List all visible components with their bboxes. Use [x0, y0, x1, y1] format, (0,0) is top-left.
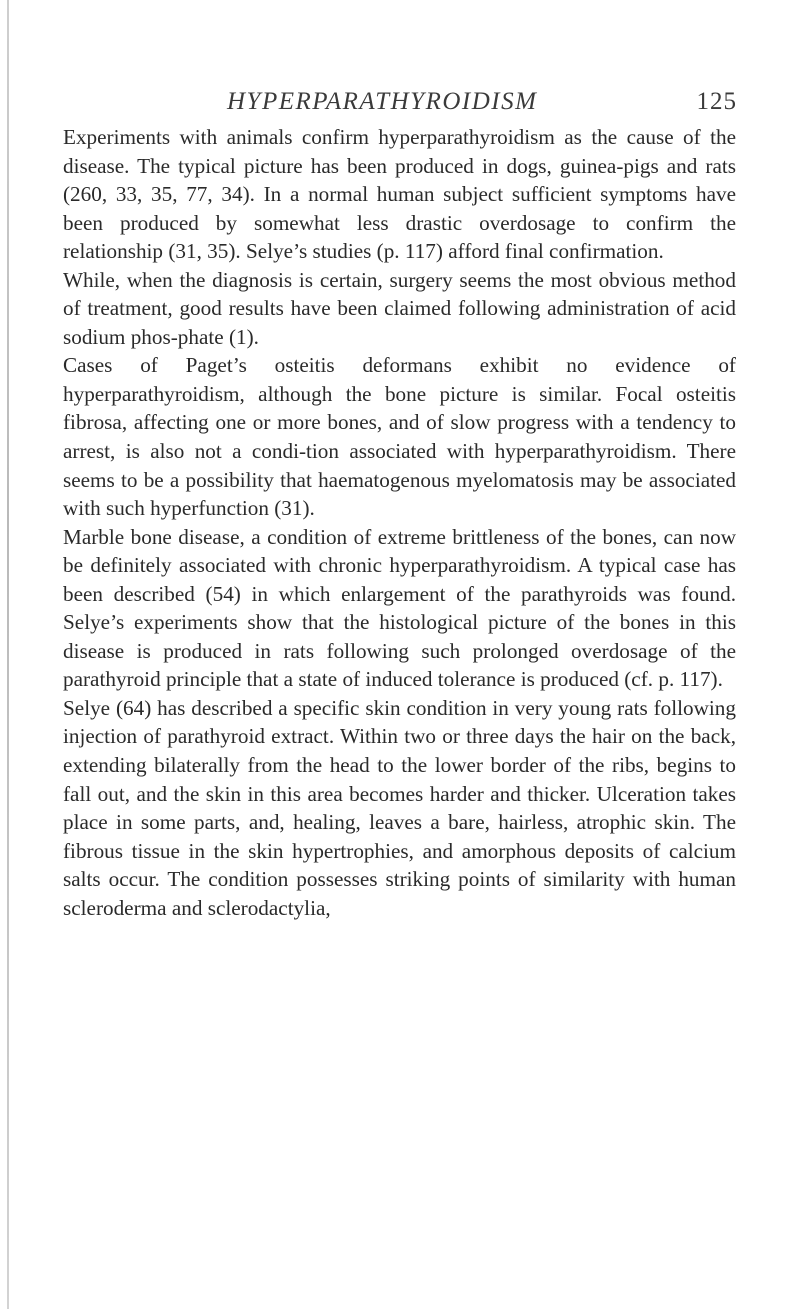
paragraph-paget: Cases of Paget’s osteitis deformans exhibit no evidence of hyperparathyroidism, although the bone picture is similar. Focal osteitis fibrosa, affecting one or more bones, and of slow progress with a tendency to arrest, is also not a condi-tion associated with hyperparathyroidism. There seems to be a possibility that haematogenous myelomatosis may be associated with such hyperfunction (31). [63, 353, 736, 521]
page-header [182, 88, 737, 122]
body-text [63, 123, 736, 922]
paragraph-experiments: Experiments with animals confirm hyperparathyroidism as the cause of the disease. The typical picture has been produced in dogs, guinea-pigs and rats (260, 33, 35, 77, 34). In a normal human subject sufficient symptoms have been produced by somewhat less drastic overdosage to confirm the relationship (31, 35). Selye’s studies (p. 117) afford final confirmation. [63, 125, 736, 264]
page-spine-shadow [7, 0, 9, 1309]
paragraph-marble-bone: Marble bone disease, a condition of extreme brittleness of the bones, can now be definitely associated with chronic hyperparathyroidism. A typical case has been described (54) in which enlargement of the parathyroids was found. Selye’s experiments show that the histological picture of the bones in this disease is produced in rats following such prolonged overdosage of the parathyroid principle that a state of induced tolerance is produced (cf. p. 117). [63, 524, 736, 692]
page-number: 125 [696, 88, 737, 115]
paragraph-treatment: While, when the diagnosis is certain, surgery seems the most obvious method of treatment, good results have been claimed following administration of acid sodium phos-phate (1). [63, 267, 736, 349]
paragraph-skin-condition: Selye (64) has described a specific skin condition in very young rats following injection of parathyroid extract. Within two or three days the hair on the back, extending bilaterally from the head to the lower border of the ribs, begins to fall out, and the skin in this area becomes harder and thicker. Ulceration takes place in some parts, and, healing, leaves a bare, hairless, atrophic skin. The fibrous tissue in the skin hypertrophies, and amorphous deposits of calcium salts occur. The condition possesses striking points of similarity with human scleroderma and sclerodactylia, [63, 695, 736, 920]
running-title: HYPERPARATHYROIDISM [227, 88, 538, 115]
